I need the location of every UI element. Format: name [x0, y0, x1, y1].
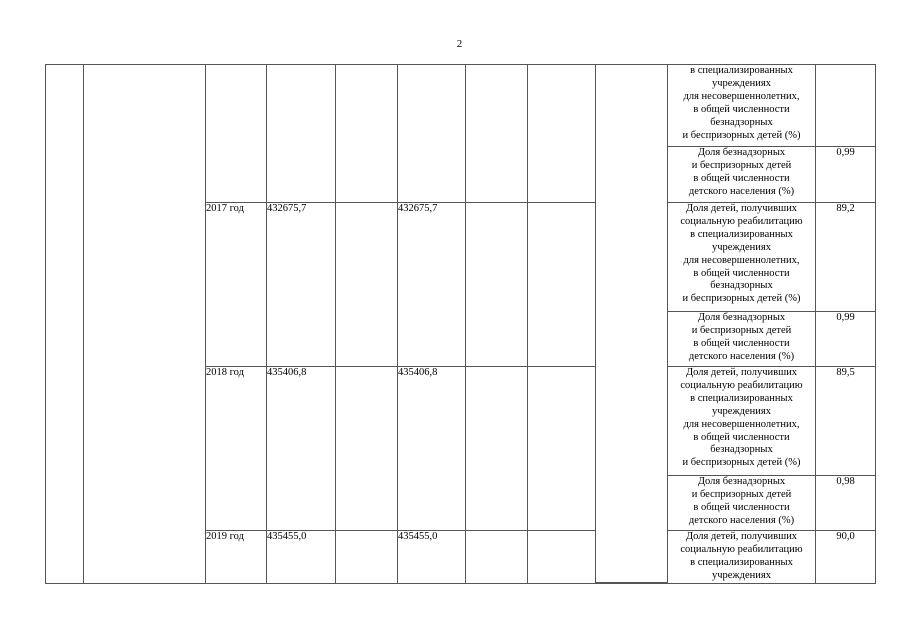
program-table: [45, 64, 876, 584]
federal-cell: [336, 65, 398, 203]
result-cell: [596, 583, 668, 584]
indicator-value: 89,2: [816, 203, 876, 312]
budget-cell: 432675,7: [398, 203, 466, 367]
result-cell: [596, 65, 668, 583]
indicator-cell: Доля детей, получивших социальную реабилитацию в специализированных учреждениях для несовершеннолетних, в общей численности безнадзорных и беспризорных детей (%): [668, 367, 816, 476]
other-cell: [528, 531, 596, 584]
other-cell: [528, 65, 596, 203]
budget-cell: [398, 65, 466, 203]
federal-cell: [336, 203, 398, 367]
indicator-value: 90,0: [816, 531, 876, 584]
total-cell: 435406,8: [267, 367, 336, 531]
other-cell: [528, 367, 596, 531]
local-cell: [466, 203, 528, 367]
year-cell: 2018 год: [206, 367, 267, 531]
indicator-cell: Доля детей, получивших социальную реабилитацию в специализированных учреждениях для несовершеннолетних, в общей численности безнадзорных и беспризорных детей (%): [668, 203, 816, 312]
total-cell: 435455,0: [267, 531, 336, 584]
total-cell: [267, 65, 336, 203]
indicator-cell: в специализированных учреждениях для несовершеннолетних, в общей численности безнадзорных и беспризорных детей (%): [668, 65, 816, 147]
col-name-cell: [84, 65, 206, 584]
year-cell: 2019 год: [206, 531, 267, 584]
year-cell: [206, 65, 267, 203]
indicator-value: 0,99: [816, 147, 876, 203]
indicator-value: 89,5: [816, 367, 876, 476]
local-cell: [466, 531, 528, 584]
federal-cell: [336, 531, 398, 584]
indicator-cell: Доля безнадзорных и беспризорных детей в общей численности детского населения (%): [668, 476, 816, 531]
other-cell: [528, 203, 596, 367]
table-row: [46, 65, 876, 147]
federal-cell: [336, 367, 398, 531]
indicator-value: 0,99: [816, 312, 876, 367]
indicator-value: 0,98: [816, 476, 876, 531]
indicator-value: [816, 65, 876, 147]
total-cell: 432675,7: [267, 203, 336, 367]
budget-cell: 435455,0: [398, 531, 466, 584]
col-number-cell: [46, 65, 84, 584]
indicator-cell: Доля безнадзорных и беспризорных детей в общей численности детского населения (%): [668, 147, 816, 203]
local-cell: [466, 65, 528, 203]
year-cell: 2017 год: [206, 203, 267, 367]
local-cell: [466, 367, 528, 531]
budget-cell: 435406,8: [398, 367, 466, 531]
indicator-cell: Доля безнадзорных и беспризорных детей в общей численности детского населения (%): [668, 312, 816, 367]
page-number: 2: [456, 38, 463, 50]
indicator-cell: Доля детей, получивших социальную реабилитацию в специализированных учреждениях: [668, 531, 816, 584]
